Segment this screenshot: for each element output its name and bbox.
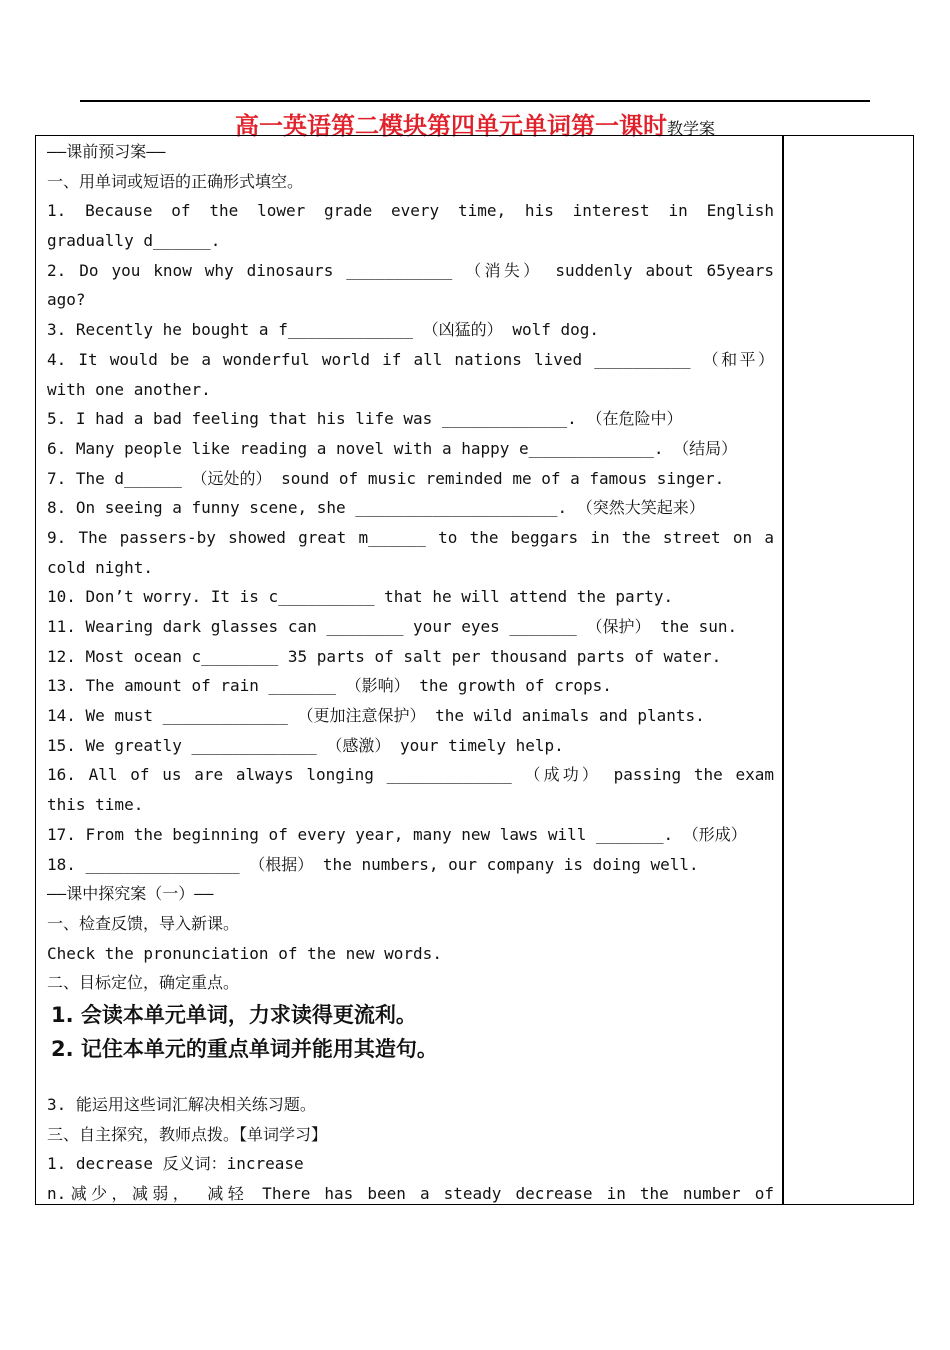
exercise-line: with one another. [47,379,211,399]
exercise-line: 2. Do you know why dinosaurs ___________ （消失） suddenly about 65years [47,260,774,280]
exercise-line: 3. Recently he bought a f_____________ （凶猛的） wolf dog. [47,320,600,340]
lesson-content [47,137,774,1209]
exercise-line: 6. Many people like reading a novel with a happy e_____________. （结局） [47,438,738,458]
exercise-line: 8. On seeing a funny scene, she _____________________. （突然大笑起来） [47,498,705,518]
exercise-line: 4. It would be a wonderful world if all nations lived __________ （和平） [47,349,774,369]
preview-header: ——课前预习案—— [47,142,166,161]
table-column-divider [782,135,784,1205]
spacer [47,1066,774,1090]
goal-1: 1. 会读本单元单词，力求读得更流利。 [51,1002,417,1027]
exercise-line: 12. Most ocean c________ 35 parts of salt per thousand parts of water. [47,646,722,666]
exercise-line: 16. All of us are always longing _____________ （成功） passing the exam [47,765,774,785]
preview-instruction: 一、用单词或短语的正确形式填空。 [47,171,304,191]
step-3-heading: 三、自主探究，教师点拨。【单词学习】 [47,1124,328,1144]
exercise-line: this time. [47,795,144,815]
word-1-entry: 1. decrease 反义词：increase [47,1154,304,1174]
exercise-line: gradually d______. [47,231,221,251]
step-1-text: Check the pronunciation of the new words. [47,943,442,963]
step-2-heading: 二、目标定位，确定重点。 [47,973,240,993]
title-sub: 教学案 [666,119,715,138]
word-1-definition: n.减少，减弱， 减轻 There has been a steady decrease in the number of [47,1184,774,1203]
exercise-line: 9. The passers-by showed great m______ to the beggars in the street on a [47,527,774,547]
step-1-heading: 一、检查反馈，导入新课。 [47,913,240,933]
exercise-line: 15. We greatly _____________ （感激） your timely help. [47,735,564,755]
class-header: ——课中探究案（一）—— [47,884,214,904]
exercise-line: 1. Because of the lower grade every time, his interest in English [47,201,774,221]
title-main: 高一英语第二模块第四单元单词第一课时 [234,111,667,140]
exercise-line: cold night. [47,557,153,577]
exercise-line: 14. We must _____________ （更加注意保护） the wild animals and plants. [47,706,705,726]
exercise-line: ago? [47,290,86,310]
header-rule [80,100,870,102]
exercise-line: 5. I had a bad feeling that his life was _____________. （在危险中） [47,409,683,429]
exercise-line: 13. The amount of rain _______ （影响） the growth of crops. [47,676,612,696]
exercise-line: 10. Don’t worry. It is c__________ that he will attend the party. [47,587,674,607]
exercise-line: 18. ________________ （根据） the numbers, our company is doing well. [47,854,699,874]
exercise-line: 17. From the beginning of every year, many new laws will _______. （形成） [47,824,747,844]
goal-2: 2. 记住本单元的重点单词并能用其造句。 [51,1036,438,1061]
exercise-line: 11. Wearing dark glasses can ________ your eyes _______ （保护） the sun. [47,617,738,636]
goal-3: 3. 能运用这些词汇解决相关练习题。 [47,1094,316,1114]
exercise-line: 7. The d______ （远处的） sound of music reminded me of a famous singer. [47,468,725,488]
